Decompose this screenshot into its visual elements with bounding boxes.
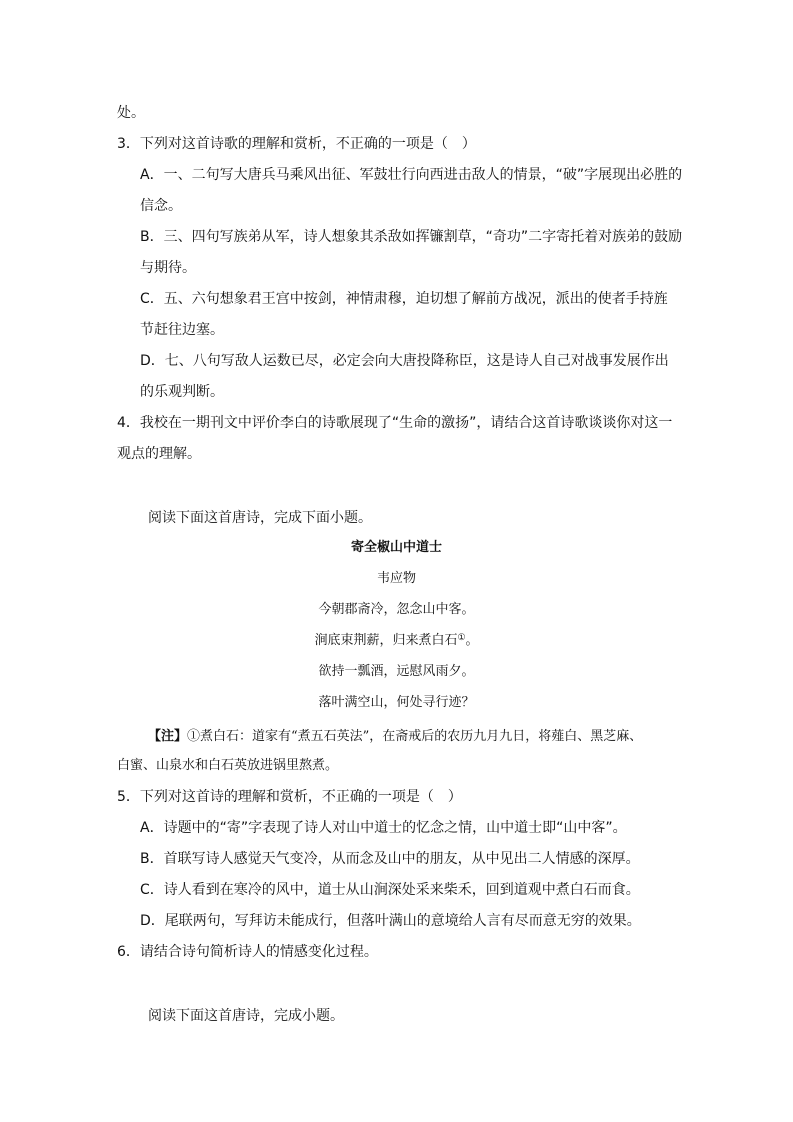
question-3-stem: 3．下列对这首诗歌的理解和赏析，不正确的一项是（ ）: [117, 136, 476, 152]
poem-note-cont: 白蜜、山泉水和白石英放进锅里熬煮。: [117, 758, 339, 773]
poem-note: [148, 727, 642, 747]
q3-option-b-cont: 与期待。: [140, 260, 196, 276]
poem-line-2-text: 涧底束荆薪，归来煮白石: [314, 633, 458, 648]
q3-option-c-cont: 节赶往边塞。: [140, 322, 224, 338]
poem-line-2-end: 。: [465, 633, 479, 648]
poem-line-3: 欲持一瓢酒，远慰风雨夕。: [318, 664, 475, 679]
carry-over-text: 处。: [117, 105, 145, 121]
q5-option-a: A．诗题中的“寄”字表现了诗人对山中道士的忆念之情，山中道士即“山中客”。: [140, 820, 627, 836]
reading-instruction-2: 阅读下面这首唐诗，完成小题。: [148, 1008, 344, 1024]
q3-option-d-cont: 的乐观判断。: [140, 384, 224, 400]
q5-option-c: C．诗人看到在寒冷的风中，道士从山涧深处采来柴禾，回到道观中煮白石而食。: [140, 882, 640, 898]
q5-option-b: B．首联写诗人感觉天气变冷，从而念及山中的朋友，从中见出二人情感的深厚。: [140, 851, 640, 867]
q3-option-a: A．一、二句写大唐兵马乘风出征、军鼓壮行向西进击敌人的情景，“破”字展现出必胜的: [140, 167, 683, 183]
note-label: 【注】: [148, 729, 188, 744]
footnote-marker: ①: [457, 633, 466, 643]
question-4-stem-cont: 观点的理解。: [117, 446, 201, 462]
poem-line-1: 今朝郡斋冷，忽念山中客。: [318, 602, 475, 617]
q3-option-c: C．五、六句想象君王宫中按剑，神情肃穆，迫切想了解前方战况，派出的使者手持旌: [140, 291, 668, 307]
question-4-stem: 4．我校在一期刊文中评价李白的诗歌展现了“生命的激扬”，请结合这首诗歌谈谈你对这一: [117, 415, 673, 431]
poem-line-4: 落叶满空山，何处寻行迹？: [318, 695, 475, 710]
poem-title: 寄全椒山中道士: [350, 540, 442, 555]
q3-option-b: B．三、四句写族弟从军，诗人想象其杀敌如挥镰割草，“奇功”二字寄托着对族弟的鼓励: [140, 229, 683, 245]
q5-option-d: D．尾联两句，写拜访未能成行，但落叶满山的意境给人言有尽而意无穷的效果。: [140, 913, 641, 929]
note-text: ①煮白石：道家有“煮五石英法”，在斋戒后的农历九月九日，将薤白、黑芝麻、: [187, 729, 643, 744]
q3-option-d: D．七、八句写敌人运数已尽，必定会向大唐投降称臣，这是诗人自己对战事发展作出: [140, 353, 669, 369]
poem-author: 韦应物: [376, 571, 416, 586]
poem-line-2: [0, 631, 793, 651]
reading-instruction: 阅读下面这首唐诗，完成下面小题。: [148, 510, 372, 526]
question-6-stem: 6．请结合诗句简析诗人的情感变化过程。: [117, 944, 378, 960]
question-5-stem: 5．下列对这首诗的理解和赏析，不正确的一项是（ ）: [117, 789, 462, 805]
q3-option-a-cont: 信念。: [140, 198, 182, 214]
